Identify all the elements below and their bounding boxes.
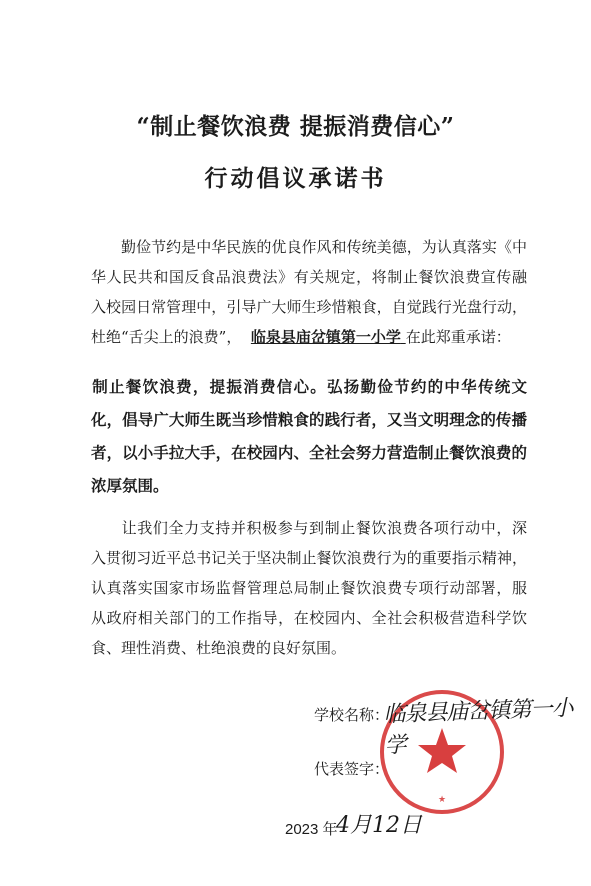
date-line bbox=[285, 818, 338, 839]
paragraph-line: 食、理性消费、杜绝浪费的良好氛围。 bbox=[91, 639, 347, 657]
representative-signature-label: 代表签字： bbox=[314, 760, 390, 778]
paragraph-line: 制止餐饮浪费，提振消费信心。弘扬勤俭节约的中华传统文 bbox=[91, 377, 527, 396]
date-year-char: 年 bbox=[322, 820, 338, 838]
paragraph-line: 认真落实国家市场监督管理总局制止餐饮浪费专项行动部署，服 bbox=[91, 579, 527, 597]
document-subtitle: 行动倡议承诺书 bbox=[204, 165, 387, 192]
paragraph-line: 者，以小手拉大手，在校园内、全社会努力营造制止餐饮浪费的 bbox=[91, 443, 527, 462]
paragraph-line: 化，倡导广大师生既当珍惜粮食的践行者，又当文明理念的传播 bbox=[91, 410, 527, 429]
date-year: 2023 bbox=[285, 821, 319, 838]
paragraph-line: 勤俭节约是中华民族的优良作风和传统美德，为认真落实《中 bbox=[121, 238, 527, 256]
school-name-label: 学校名称： bbox=[314, 706, 390, 724]
paragraph-action bbox=[91, 513, 527, 663]
paragraph-line: 入贯彻习近平总书记关于坚决制止餐饮浪费行为的重要指示精神， bbox=[91, 549, 527, 567]
handwritten-date: 4月12日 bbox=[336, 813, 422, 838]
paragraph-line: 华人民共和国反食品浪费法》有关规定，将制止餐饮浪费宣传融 bbox=[91, 268, 527, 286]
school-name-filled: 临泉县庙岔镇第一小学 bbox=[250, 328, 401, 346]
handwritten-school-name: 临泉县庙岔镇第一小学 bbox=[383, 696, 573, 759]
paragraph-intro bbox=[91, 232, 527, 352]
document-title: “制止餐饮浪费 提振消费信心” bbox=[136, 113, 455, 140]
paragraph-commitment bbox=[91, 370, 527, 502]
paragraph-line: 让我们全力支持并积极参与到制止餐饮浪费各项行动中，深 bbox=[121, 519, 527, 537]
paragraph-line: 杜绝“舌尖上的浪费”， 临泉县庙岔镇第一小学 在此郑重承诺： bbox=[91, 328, 511, 346]
paragraph-line: 从政府相关部门的工作指导，在校园内、全社会积极营造科学饮 bbox=[91, 609, 527, 627]
paragraph-line: 入校园日常管理中，引导广大师生珍惜粮食，自觉践行光盘行动， bbox=[91, 298, 527, 316]
svg-text:★: ★ bbox=[437, 795, 447, 805]
paragraph-line: 浓厚氛围。 bbox=[91, 476, 169, 495]
